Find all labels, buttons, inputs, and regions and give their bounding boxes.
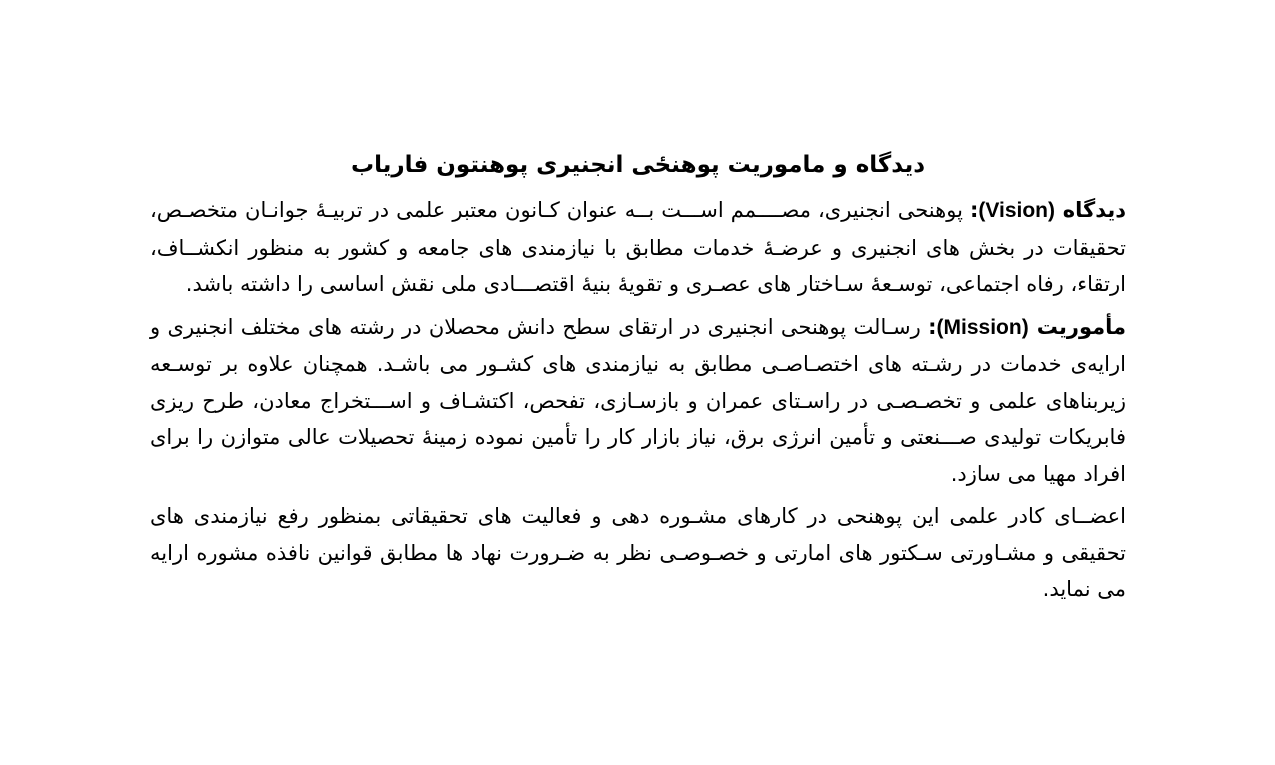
vision-text: پوهنحی انجنیری، مصــــمم اســـت بــه عنوان کـانون معتبر علمی در تربیـۀ جوانـان متخصـص، تحقیقات در بخش های انجنیری و عرضـۀ خدمات مطابق با نیازمندی های جامعه و کشور به منظور انکشــاف، ارتقاء، رفاه اجتماعی، توسـعۀ سـاختار های عصـری و تقویۀ بنیۀ اقتصـــادی ملی نقش اساسی را داشته باشد. [150,198,1126,296]
mission-label-fa: مأموریت [1036,314,1126,339]
mission-label [928,315,1126,339]
vision-label-colon: : [969,198,979,222]
mission-text: رسـالت پوهنحی انجنیری در ارتقای سطح دانش محصلان در رشته های مختلف انجنیری و ارایه‌ی خدمات در رشـته های اختصـاصـی مطابق به نیازمندی های کشـور می باشـد. همچنان علاوه بر توسـعه زیربناهای علمی و تخصـصـی در راسـتای عمران و بازسـازی، تفحص، اکتشـاف و اســـتخراج معادن، طرح ریزی فابریکات تولیدی صـــنعتی و تأمین انرژی برق، نیاز بازار کار را تأمین نموده زمینۀ تحصیلات عالی متوازن را برای افراد مهیا می سازد. [150,314,1126,486]
faculty-paragraph: اعضــای کادر علمی این پوهنحی در کارهای مشـوره دهی و فعالیت های تحقیقاتی بمنظور رفع نیازمندی های تحقیقی و مشـاورتی سـکتور های امارتی و خصـوصـی نظر به ضـرورت نهاد ها مطابق قوانین نافذه مشوره ارایه می نماید. [150,504,1126,601]
mission-label-en: (Mission) [936,315,1029,339]
page-title: دیدگاه و ماموریت پوهنځی انجنیری پوهنتون فاریاب [350,152,926,178]
mission-label-colon: : [928,314,937,339]
mission-paragraph [150,309,1126,493]
document-page [150,148,1126,614]
vision-label-fa: دیدگاه [1062,198,1126,222]
vision-label [970,198,1126,222]
vision-paragraph [150,192,1126,303]
vision-label-en: (Vision) [978,199,1056,222]
